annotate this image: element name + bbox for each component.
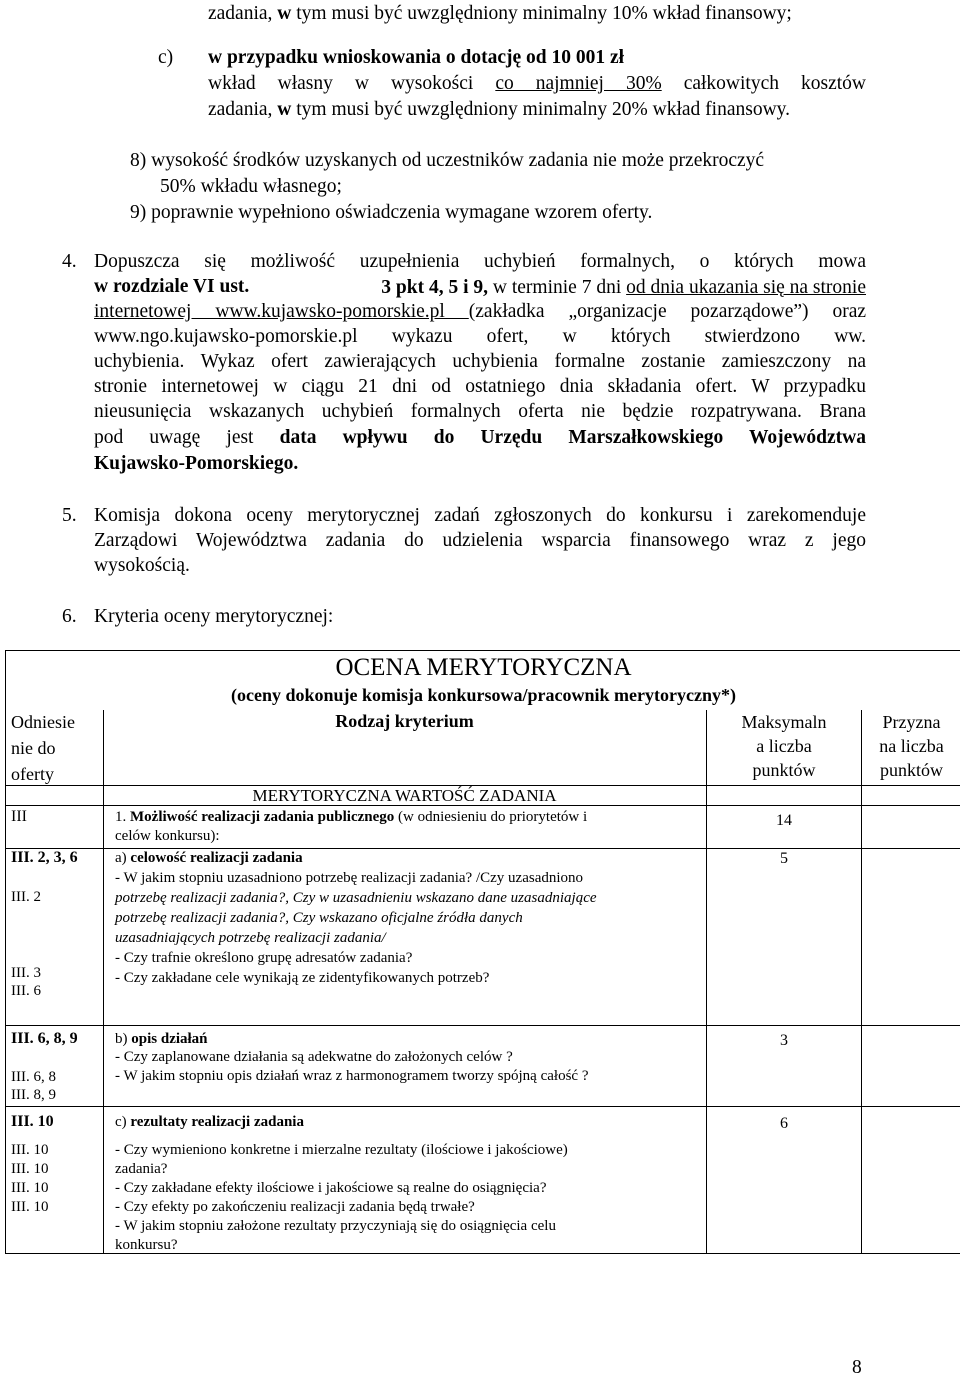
rowb-title: b) opis działań	[115, 1031, 208, 1047]
rowb-ref-3: III. 8, 9	[11, 1087, 56, 1103]
p4-line-9: pod uwagę jest data wpływu do Urzędu Marszałkowskiego Województwa	[94, 427, 866, 448]
rowa-line-1: - W jakim stopniu uzasadniono potrzebę realizacji zadania? /Czy uzasadniono	[115, 870, 584, 886]
rowa-ref-4: III. 6	[11, 983, 41, 999]
rowc-title: c) rezultaty realizacji zadania	[115, 1114, 304, 1130]
rowa-title: a) celowość realizacji zadania	[115, 850, 303, 866]
p4-line-6: uchybienia. Wykaz ofert zawierających uchybienia formalne zostanie zamieszczony na	[94, 351, 866, 372]
rowc-line-5: - W jakim stopniu założone rezultaty przyczyniają się do osiągnięcia celu	[115, 1218, 556, 1234]
criteria-table	[5, 650, 960, 1254]
rowa-line-6: - Czy zakładane cele wynikają ze zidentyfikowanych potrzeb?	[115, 970, 490, 986]
rowc-ref-1: III. 10	[11, 1113, 54, 1130]
intro-line-1: zadania, w tym musi być uwzględniony minimalny 10% wkład finansowy;	[208, 3, 792, 24]
section-heading: MERYTORYCZNA WARTOŚĆ ZADANIA	[252, 786, 557, 805]
rowa-line-3: potrzebę realizacji zadania?, Czy wskazano oficjalne źródła danych	[115, 910, 523, 926]
rowa-ref-1: III. 2, 3, 6	[11, 849, 78, 866]
rowa-line-5: - Czy trafnie określono grupę adresatów zadania?	[115, 950, 413, 966]
row1-criterion-line-2: celów konkursu):	[115, 828, 220, 844]
p4-line-4: internetowej www.kujawsko-pomorskie.pl (zakładka „organizacje pozarządowe”) oraz	[94, 301, 867, 322]
rowb-ref-2: III. 6, 8	[11, 1069, 56, 1085]
col-awarded-header-2: na liczba	[879, 736, 944, 756]
c-title: w przypadku wnioskowania o dotację od 10 001 zł	[208, 47, 625, 68]
table-col-line-3	[861, 710, 862, 1254]
rowc-ref-5: III. 10	[11, 1199, 49, 1215]
p5-line-2: Zarządowi Województwa zadania do udzielenia wsparcia finansowego wraz z jego	[94, 530, 866, 551]
p4-line-1: Dopuszcza się możliwość uzupełnienia uchybień formalnych, o których mowa	[94, 251, 866, 272]
table-border-top	[5, 650, 960, 651]
p5-line-1: Komisja dokona oceny merytorycznej zadań zgłoszonych do konkursu i zarekomenduje	[94, 505, 866, 526]
c-label: c)	[158, 47, 174, 68]
rowc-points: 6	[780, 1115, 788, 1132]
p5-number: 5.	[62, 505, 77, 526]
rowc-line-1: - Czy wymieniono konkretne i mierzalne rezultaty (ilościowe i jakościowe)	[115, 1142, 568, 1158]
rowa-line-2: potrzebę realizacji zadania?, Czy w uzasadnieniu wskazano dane uzasadniające	[115, 890, 597, 906]
col-awarded-header-1: Przyzna	[882, 712, 941, 732]
rowc-ref-3: III. 10	[11, 1161, 49, 1177]
col-ref-header-1: Odniesie	[11, 712, 75, 732]
rowb-ref-1: III. 6, 8, 9	[11, 1030, 78, 1047]
rowc-ref-2: III. 10	[11, 1142, 49, 1158]
table-border-left	[5, 650, 6, 1254]
row1-criterion-line-1: 1. Możliwość realizacji zadania publicznego (w odniesieniu do priorytetów i	[115, 809, 588, 825]
item-8-line-2: 50% wkładu własnego;	[160, 176, 342, 197]
col-kind-header: Rodzaj kryterium	[335, 711, 474, 731]
rowb-line-1: - Czy zaplanowane działania są adekwatne do założonych celów ?	[115, 1049, 513, 1065]
rowa-line-4: uzasadniających potrzebę realizacji zadania/	[115, 930, 386, 946]
p5-line-3: wysokością.	[94, 555, 190, 576]
p4-line-8: nieusunięcia wskazanych uchybień formalnych oferta nie będzie rozpatrywana. Brana	[94, 401, 866, 422]
page-number: 8	[852, 1357, 862, 1378]
table-subtitle: (oceny dokonuje komisja konkursowa/pracownik merytoryczny*)	[230, 685, 736, 705]
table-line-rowb-bottom	[5, 1106, 960, 1107]
rowa-points: 5	[780, 850, 788, 867]
row1-points: 14	[776, 812, 792, 829]
rowc-line-4: - Czy efekty po zakończeniu realizacji zadania będą trwałe?	[115, 1199, 475, 1215]
col-max-header-1: Maksymaln	[741, 712, 827, 732]
col-max-header-2: a liczba	[756, 736, 812, 756]
table-line-rowa-bottom	[5, 1025, 960, 1026]
p4-line-7: stronie internetowej w ciągu 21 dni od ostatniego dnia składania ofert. W przypadku	[94, 376, 866, 397]
table-title: OCENA MERYTORYCZNA	[335, 654, 632, 681]
c-line-2: wkład własny w wysokości co najmniej 30% całkowitych kosztów	[208, 73, 866, 94]
p4-line-3: 3 pkt 4, 5 i 9, w terminie 7 dni od dnia ukazania się na stronie	[381, 277, 866, 298]
rowa-ref-3: III. 3	[11, 965, 41, 981]
row1-ref: III	[11, 808, 27, 825]
col-ref-header-3: oferty	[11, 764, 54, 784]
rowc-line-3: - Czy zakładane efekty ilościowe i jakościowe są realne do osiągnięcia?	[115, 1180, 547, 1196]
table-col-line-2	[706, 710, 707, 1254]
p4-number: 4.	[62, 251, 77, 272]
p4-line-2: w rozdziale VI ust.	[94, 276, 250, 297]
rowc-line-6: konkursu?	[115, 1237, 178, 1253]
p4-line-10: Kujawsko-Pomorskiego.	[94, 453, 299, 474]
rowb-line-2: - W jakim stopniu opis działań wraz z harmonogramem tworzy spójną całość ?	[115, 1068, 589, 1084]
rowb-points: 3	[780, 1032, 788, 1049]
col-awarded-header-3: punktów	[880, 760, 943, 780]
p6-text: Kryteria oceny merytorycznej:	[94, 606, 334, 627]
p4-line-5: www.ngo.kujawsko-pomorskie.pl wykazu ofert, w których stwierdzono ww.	[94, 326, 866, 347]
col-ref-header-2: nie do	[11, 738, 56, 758]
c-line-3: zadania, w tym musi być uwzględniony minimalny 20% wkład finansowy.	[208, 99, 791, 120]
p6-number: 6.	[62, 606, 77, 627]
item-8-line-1: 8) wysokość środków uzyskanych od uczestników zadania nie może przekroczyć	[130, 150, 765, 171]
col-max-header-3: punktów	[752, 760, 816, 780]
rowc-line-2: zadania?	[115, 1161, 168, 1177]
item-9: 9) poprawnie wypełniono oświadczenia wymagane wzorem oferty.	[130, 202, 653, 223]
rowa-ref-2: III. 2	[11, 889, 41, 905]
rowc-ref-4: III. 10	[11, 1180, 49, 1196]
